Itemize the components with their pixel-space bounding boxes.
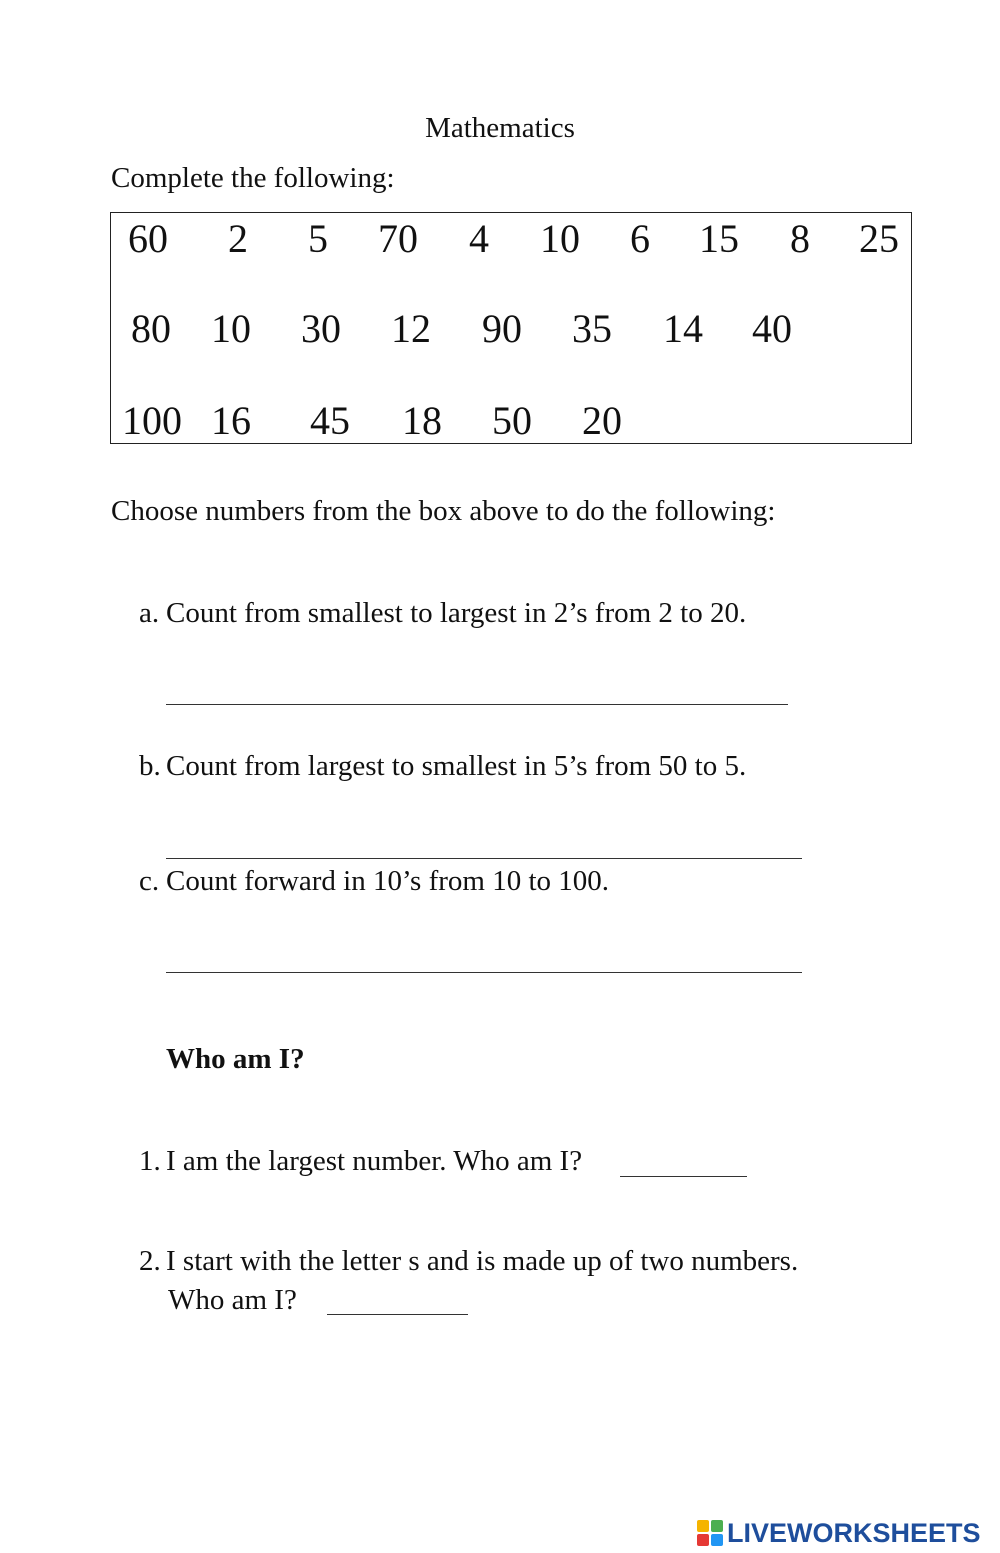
number-cell: 50 [492,398,532,443]
number-cell: 8 [790,216,810,261]
choose-instruction: Choose numbers from the box above to do the following: [111,495,776,527]
number-cell: 100 [122,398,182,443]
number-cell: 90 [482,306,522,351]
page-title: Mathematics [425,112,575,144]
number-cell: 6 [630,216,650,261]
number-cell: 80 [131,306,171,351]
number-cell: 10 [211,306,251,351]
riddle-2-label: 2. [139,1245,161,1277]
number-cell: 16 [211,398,251,443]
number-cell: 10 [540,216,580,261]
who-am-i-heading: Who am I? [166,1043,305,1075]
liveworksheets-logo [697,1516,981,1550]
answer-line-a[interactable] [166,704,788,705]
number-cell: 35 [572,306,612,351]
task-b-text: Count from largest to smallest in 5’s from 50 to 5. [166,750,747,782]
number-cell: 2 [228,216,248,261]
task-c-text: Count forward in 10’s from 10 to 100. [166,865,610,897]
number-cell: 18 [402,398,442,443]
number-cell: 5 [308,216,328,261]
number-cell: 4 [469,216,489,261]
number-cell: 12 [391,306,431,351]
logo-mark-icon [697,1520,723,1546]
task-b-label: b. [139,750,161,782]
number-cell: 14 [663,306,703,351]
task-a-label: a. [139,597,160,629]
riddle-2-question: Who am I? [168,1284,297,1316]
answer-line-1[interactable] [620,1176,747,1177]
number-cell: 20 [582,398,622,443]
task-c-label: c. [139,865,160,897]
answer-line-2[interactable] [327,1314,468,1315]
answer-line-b[interactable] [166,858,802,859]
task-a-text: Count from smallest to largest in 2’s from 2 to 20. [166,597,747,629]
number-cell: 45 [310,398,350,443]
riddle-2-text: I start with the letter s and is made up of two numbers. [166,1245,799,1277]
number-cell: 15 [699,216,739,261]
number-cell: 70 [378,216,418,261]
number-box [110,212,912,444]
number-cell: 25 [859,216,899,261]
answer-line-c[interactable] [166,972,802,973]
number-cell: 40 [752,306,792,351]
logo-text: LIVEWORKSHEETS [727,1517,981,1548]
number-cell: 30 [301,306,341,351]
riddle-1-text: I am the largest number. Who am I? [166,1145,583,1177]
number-cell: 60 [128,216,168,261]
riddle-1-label: 1. [139,1145,161,1177]
instruction-text: Complete the following: [111,162,395,194]
